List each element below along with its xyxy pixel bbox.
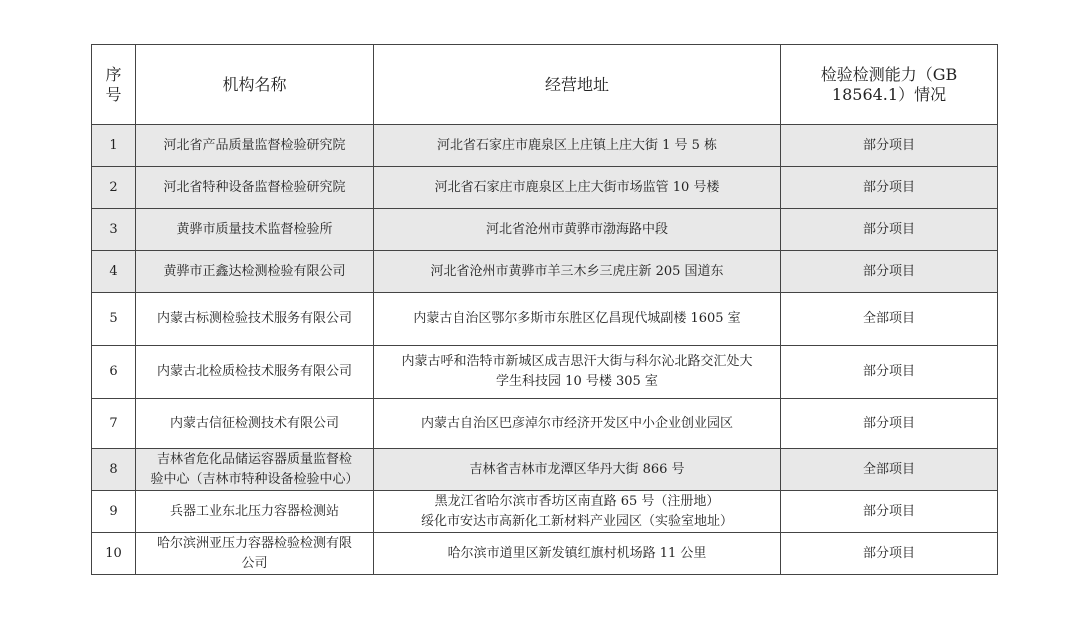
row-address: 吉林省吉林市龙潭区华丹大街 866 号 bbox=[374, 449, 781, 491]
row-capability: 部分项目 bbox=[781, 491, 998, 533]
table-row bbox=[92, 346, 998, 399]
row-seq: 7 bbox=[92, 399, 136, 449]
header-seq-line2: 号 bbox=[105, 84, 122, 104]
row-address: 内蒙古自治区巴彦淖尔市经济开发区中小企业创业园区 bbox=[374, 399, 781, 449]
row-address: 河北省沧州市黄骅市羊三木乡三虎庄新 205 国道东 bbox=[374, 251, 781, 293]
row-capability: 部分项目 bbox=[781, 346, 998, 399]
row-name: 内蒙古标测检验技术服务有限公司 bbox=[136, 293, 374, 346]
table-row bbox=[92, 209, 998, 251]
institution-table bbox=[91, 44, 998, 575]
row-capability: 部分项目 bbox=[781, 533, 998, 575]
table-row bbox=[92, 399, 998, 449]
row-capability: 部分项目 bbox=[781, 209, 998, 251]
row-capability: 全部项目 bbox=[781, 449, 998, 491]
row-name bbox=[136, 449, 374, 491]
row-name: 内蒙古信征检测技术有限公司 bbox=[136, 399, 374, 449]
row-address: 内蒙古自治区鄂尔多斯市东胜区亿昌现代城副楼 1605 室 bbox=[374, 293, 781, 346]
row-seq: 1 bbox=[92, 125, 136, 167]
header-capability-line2: 18564.1）情况 bbox=[831, 84, 947, 104]
row-name bbox=[136, 533, 374, 575]
row-address: 哈尔滨市道里区新发镇红旗村机场路 11 公里 bbox=[374, 533, 781, 575]
row-seq: 4 bbox=[92, 251, 136, 293]
row-name: 黄骅市正鑫达检测检验有限公司 bbox=[136, 251, 374, 293]
row-address: 河北省石家庄市鹿泉区上庄镇上庄大街 1 号 5 栋 bbox=[374, 125, 781, 167]
table-row bbox=[92, 167, 998, 209]
row-seq: 9 bbox=[92, 491, 136, 533]
row-seq: 2 bbox=[92, 167, 136, 209]
row-capability: 部分项目 bbox=[781, 251, 998, 293]
row-name: 河北省产品质量监督检验研究院 bbox=[136, 125, 374, 167]
table-row bbox=[92, 125, 998, 167]
row-address: 河北省石家庄市鹿泉区上庄大街市场监管 10 号楼 bbox=[374, 167, 781, 209]
row-address-line1: 内蒙古呼和浩特市新城区成吉思汗大街与科尔沁北路交汇处大 bbox=[401, 354, 753, 369]
row-seq: 3 bbox=[92, 209, 136, 251]
row-address bbox=[374, 491, 781, 533]
table-row bbox=[92, 251, 998, 293]
row-name-line1: 哈尔滨洲亚压力容器检验检测有限 bbox=[156, 535, 352, 551]
row-name: 河北省特种设备监督检验研究院 bbox=[136, 167, 374, 209]
row-seq: 6 bbox=[92, 346, 136, 399]
table-row bbox=[92, 491, 998, 533]
header-capability bbox=[781, 45, 998, 125]
row-address-line2: 学生科技园 10 号楼 305 室 bbox=[496, 374, 658, 389]
row-address: 河北省沧州市黄骅市渤海路中段 bbox=[374, 209, 781, 251]
table-row bbox=[92, 533, 998, 575]
row-name: 内蒙古北检质检技术服务有限公司 bbox=[136, 346, 374, 399]
row-address-line1: 黑龙江省哈尔滨市香坊区南直路 65 号（注册地） bbox=[434, 493, 720, 509]
row-seq: 10 bbox=[92, 533, 136, 575]
row-capability: 部分项目 bbox=[781, 399, 998, 449]
row-name: 兵器工业东北压力容器检测站 bbox=[136, 491, 374, 533]
header-seq bbox=[92, 45, 136, 125]
row-seq: 8 bbox=[92, 449, 136, 491]
row-name-line2: 公司 bbox=[241, 555, 268, 571]
row-capability: 部分项目 bbox=[781, 167, 998, 209]
row-address bbox=[374, 346, 781, 399]
header-capability-line1: 检验检测能力（GB bbox=[820, 64, 958, 84]
row-seq: 5 bbox=[92, 293, 136, 346]
row-name: 黄骅市质量技术监督检验所 bbox=[136, 209, 374, 251]
header-address: 经营地址 bbox=[374, 45, 781, 125]
row-address-line2: 绥化市安达市高新化工新材料产业园区（实验室地址） bbox=[420, 513, 733, 529]
header-name: 机构名称 bbox=[136, 45, 374, 125]
table-row bbox=[92, 293, 998, 346]
row-capability: 部分项目 bbox=[781, 125, 998, 167]
row-name-line1: 吉林省危化品储运容器质量监督检 bbox=[156, 451, 352, 467]
row-capability: 全部项目 bbox=[781, 293, 998, 346]
header-seq-line1: 序 bbox=[105, 64, 122, 84]
table-row bbox=[92, 449, 998, 491]
row-name-line2: 验中心（吉林市特种设备检验中心） bbox=[150, 471, 359, 487]
header-row bbox=[92, 45, 998, 125]
